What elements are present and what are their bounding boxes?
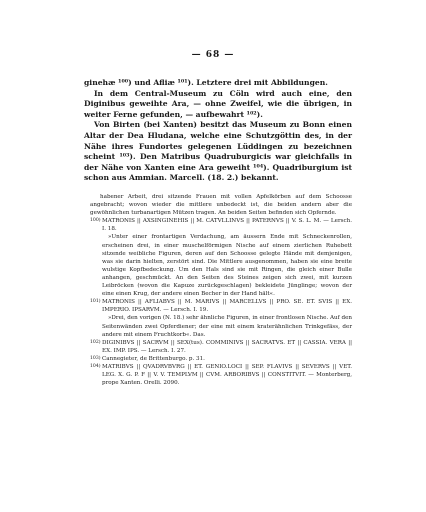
footnote-marker: 103) bbox=[90, 355, 101, 361]
footnote-quote: »Unter einer frontartigen Verdachung, am äussern Ende mit Schneckenrollen, erscheinen drei, in einer muschelförmigen Nische auf einem zierlichen Ruhebett sitzende weibliche Figuren, deren auf den Schoosse gelegte Hände mit demjenigen, was sie darin hielten, zerstört sind. Die Mittlere ausgenommen, haben sie eine breite wulstige Kopfbedeckung. Um den Hals sind sie mit Ringen, die gleich einer Bulle anhangen, geschmückt. An den Seiten des Steines zeigen sich zwei, mit kurzen Leibröcken (wovon die Kapuze zurückgeschlagen) bekleidete Jünglinge; wovon der eine einen Krug, der andere einen Becher in der Hand hält«. bbox=[102, 234, 352, 298]
footnote-103 bbox=[90, 355, 352, 363]
footnote-marker: 102) bbox=[90, 339, 101, 345]
footnote-101 bbox=[90, 298, 352, 314]
main-text bbox=[84, 78, 352, 184]
main-paragraph-2: In dem Central-Museum zu Cöln wird auch eine, den Diginibus geweihte Ara, — ohne Zweifel, wie die übrigen, in weiter Ferne gefunden, — aufbewahrt ¹⁰²). bbox=[84, 88, 352, 119]
footnote-reference: Cannegieter, de Brittenburgo. p. 31. bbox=[102, 355, 205, 362]
footnote-marker: 101) bbox=[90, 299, 101, 305]
footnote-quote: »Drei, den vorigen (N. 18.) sehr ähnliche Figuren, in einer frontlosen Nische. Auf den Seitenwänden zwei Opferdiener; der eine mit einem kraterähnlichen Trinkgefäss, der andere mit einem Fruchtkorb«. Das. bbox=[102, 315, 352, 338]
footnote-100 bbox=[90, 217, 352, 233]
footnote-inscription: MATRONIS || AFLIABVS || M. MARIVS || MARCELLVS || PRO. SE. ET. SVIS || EX. IMPERIO. IPSARVM. — Lersch. I. 19. bbox=[102, 299, 352, 314]
footnote-104 bbox=[90, 363, 352, 387]
footnote-marker: 100) bbox=[90, 218, 101, 224]
footnote-inscription: MATRONIS || AXSINGINEHIS || M. CATVLLINVS || PATERNVS || V. S. L. M. — Lersch. I. 18. bbox=[102, 218, 352, 233]
footnote-inscription: DIGINIBVS || SACRVM || SEX(tus). COMMINIVS || SACRATVS. ET || CASSIA. VERA || EX. IMP. IPS. — Lersch. I. 27. bbox=[102, 339, 352, 354]
main-paragraph-1: ginehæ ¹⁰⁰) und Afliæ ¹⁰¹). Letztere drei mit Abbildungen. bbox=[84, 78, 328, 87]
footnote-inscription: MATRIBVS || QVADRVBVRG || ET. GENIO.LOCI || SEP. FLAVIVS || SEVERVS || VET. LEG. X. G. P. F || V. V. TEMPLVM || CVM. ARBORIBVS || CONSTITVIT. — Monterberg, prope Xanten. Orelli. 2090. bbox=[102, 363, 352, 387]
footnote-marker: 104) bbox=[90, 363, 101, 369]
footnotes bbox=[90, 193, 352, 387]
main-paragraph-3: Von Birten (bei Xanten) besitzt das Museum zu Bonn einen Altar der Dea Hludana, welche eine Schutzgöttin des, in der Nähe ihres Fundortes gelegenen Lüddingen zu bezeichnen scheint ¹⁰³). Den Matribus Quadruburgicis war gleichfalls in der Nähe von Xanten eine Ara geweiht ¹⁰⁴). Quadriburgium ist schon aus Ammian. Marcell. (18. 2.) bekannt. bbox=[84, 120, 352, 183]
footnote-continuation: habener Arbeit, drei sitzende Frauen mit vollen Apfelkörben auf dem Schoosse angebracht; wovon wieder die mittlere unbedeckt ist, die beiden andern aber die gewöhnlichen turbanartigen Mützen tragen. An beiden Seiten befinden sich Opfernde. bbox=[90, 194, 352, 217]
footnote-102 bbox=[90, 339, 352, 355]
page-number: — 68 — bbox=[191, 50, 235, 60]
